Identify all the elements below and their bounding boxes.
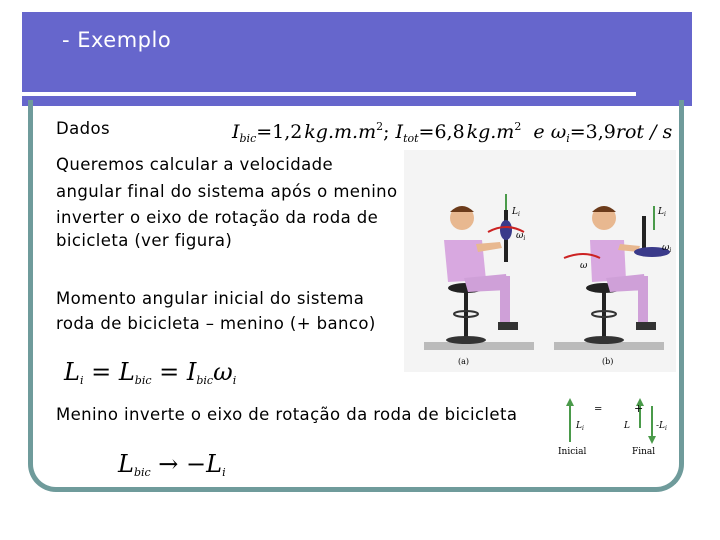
paragraph-3: Menino inverte o eixo de rotação da roda de bicicleta: [56, 405, 518, 424]
boy-wheel-figure: [404, 150, 676, 372]
paragraph-1-line-2: angular final do sistema após o menino: [56, 182, 398, 201]
title-underline: [22, 92, 636, 96]
dados-label: Dados: [56, 119, 110, 138]
equation-1: $L_i = L_{bic} = I_{bic}\omega_i$: [64, 358, 237, 387]
vector-diagram: [556, 392, 676, 462]
paragraph-1-line-1: Queremos calcular a velocidade: [56, 155, 334, 174]
paragraph-1-line-4: bicicleta (ver figura): [56, 231, 233, 250]
dados-equation: $I_{bic}=1,2$ $kg.m.m^2$; $I_{tot}=6,8$ $kg.m^2$ e $\omega_i=3,9rot / s$: [232, 120, 673, 145]
svg-text:Li: $L_i$: [576, 421, 584, 432]
svg-text:ω: ω: [580, 261, 588, 271]
svg-text:Li: $L_i$: [658, 207, 666, 218]
equation-2: $L_{bic} \to -L_i$: [118, 450, 226, 479]
svg-text:=: =: [594, 404, 603, 415]
svg-text:-Li: $-L_i$: [656, 421, 667, 432]
svg-text:L: L: [624, 421, 630, 431]
paragraph-2-line-2: roda de bicicleta – menino (+ banco): [56, 314, 376, 333]
svg-text:(b): (b): [602, 357, 614, 366]
svg-text:Li: $L_i$: [512, 207, 520, 218]
svg-text:Inicial: Inicial: [558, 447, 587, 457]
paragraph-1-line-3: inverter o eixo de rotação da roda de: [56, 208, 379, 227]
svg-text:ωi: $\omega_i$: [662, 243, 672, 254]
slide-title: - Exemplo: [62, 28, 172, 52]
paragraph-2-line-1: Momento angular inicial do sistema: [56, 289, 365, 308]
svg-text:(a): (a): [458, 357, 470, 366]
svg-text:+: +: [634, 402, 644, 415]
svg-text:Final: Final: [632, 447, 656, 457]
svg-text:ωi: $\omega_i$: [516, 231, 526, 242]
